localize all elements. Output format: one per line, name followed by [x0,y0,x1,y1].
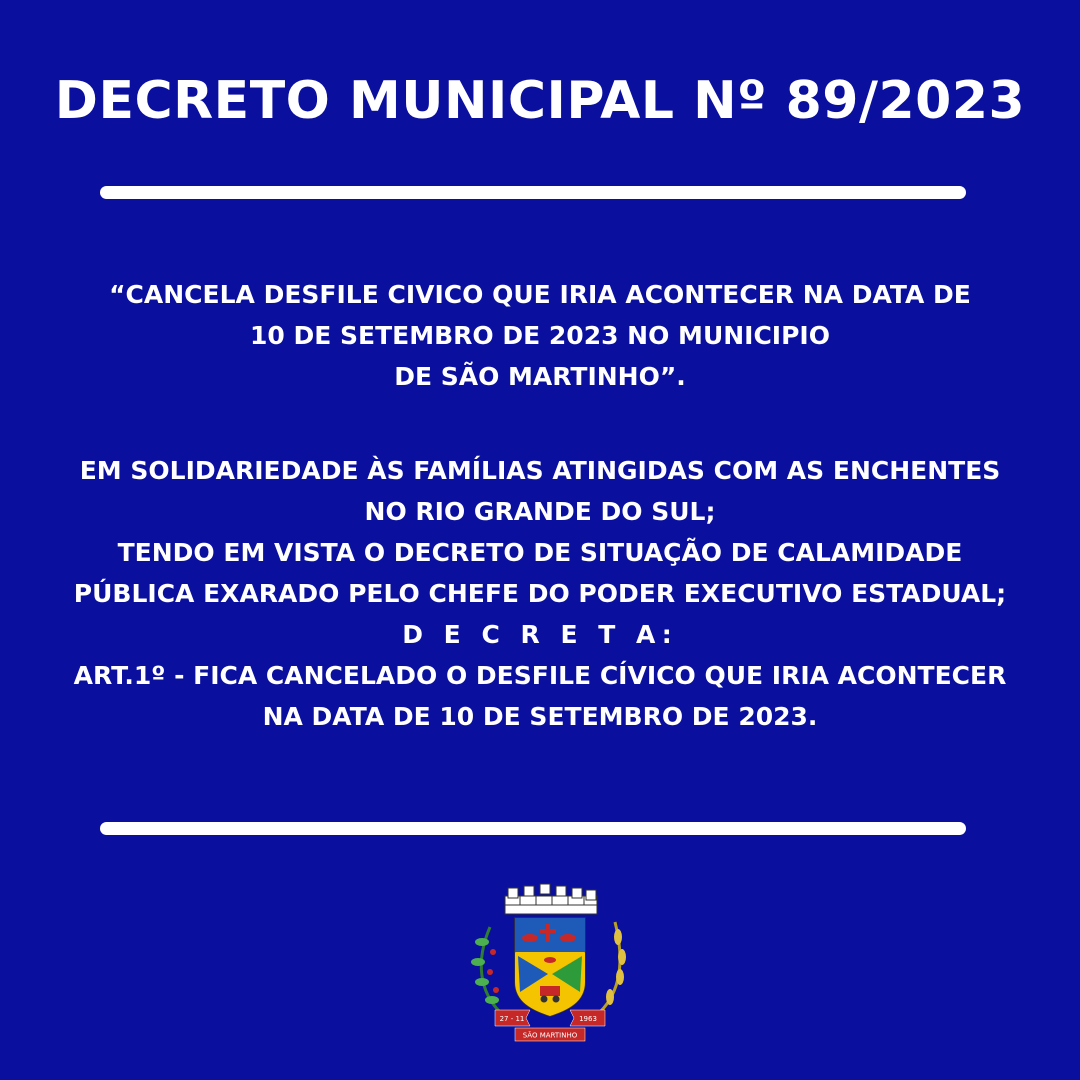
decree-summary [40,274,1040,397]
page-title: DECRETO MUNICIPAL Nº 89/2023 [54,71,1026,131]
left-branch [471,927,500,1012]
summary-line: 10 DE SETEMBRO DE 2023 NO MUNICIPIO [249,321,830,350]
ribbon-date: 27 - 11 [499,1015,525,1023]
body-line: EM SOLIDARIEDADE ÀS FAMÍLIAS ATINGIDAS COM AS ENCHENTES [79,456,1001,485]
article-line: ART.1º - FICA CANCELADO O DESFILE CÍVICO QUE IRIA ACONTECER [73,661,1007,690]
shield [515,918,585,1016]
coat-of-arms-icon [460,882,640,1047]
ribbon-name: SÃO MARTINHO [522,1031,578,1040]
right-branch [600,922,626,1012]
ribbon-year: 1963 [579,1015,597,1023]
body-line: TENDO EM VISTA O DECRETO DE SITUAÇÃO DE CALAMIDADE [117,538,963,567]
decree-body [40,450,1040,737]
summary-line: DE SÃO MARTINHO”. [394,362,686,391]
summary-line: “CANCELA DESFILE CIVICO QUE IRIA ACONTECER NA DATA DE [109,280,971,309]
mural-crown [505,884,597,914]
bottom-divider [100,822,966,835]
top-divider [100,186,966,199]
decreta-line: D E C R E T A: [402,620,678,649]
article-line: NA DATA DE 10 DE SETEMBRO DE 2023. [262,702,818,731]
body-line: PÚBLICA EXARADO PELO CHEFE DO PODER EXECUTIVO ESTADUAL; [73,579,1007,608]
body-line: NO RIO GRANDE DO SUL; [364,497,716,526]
